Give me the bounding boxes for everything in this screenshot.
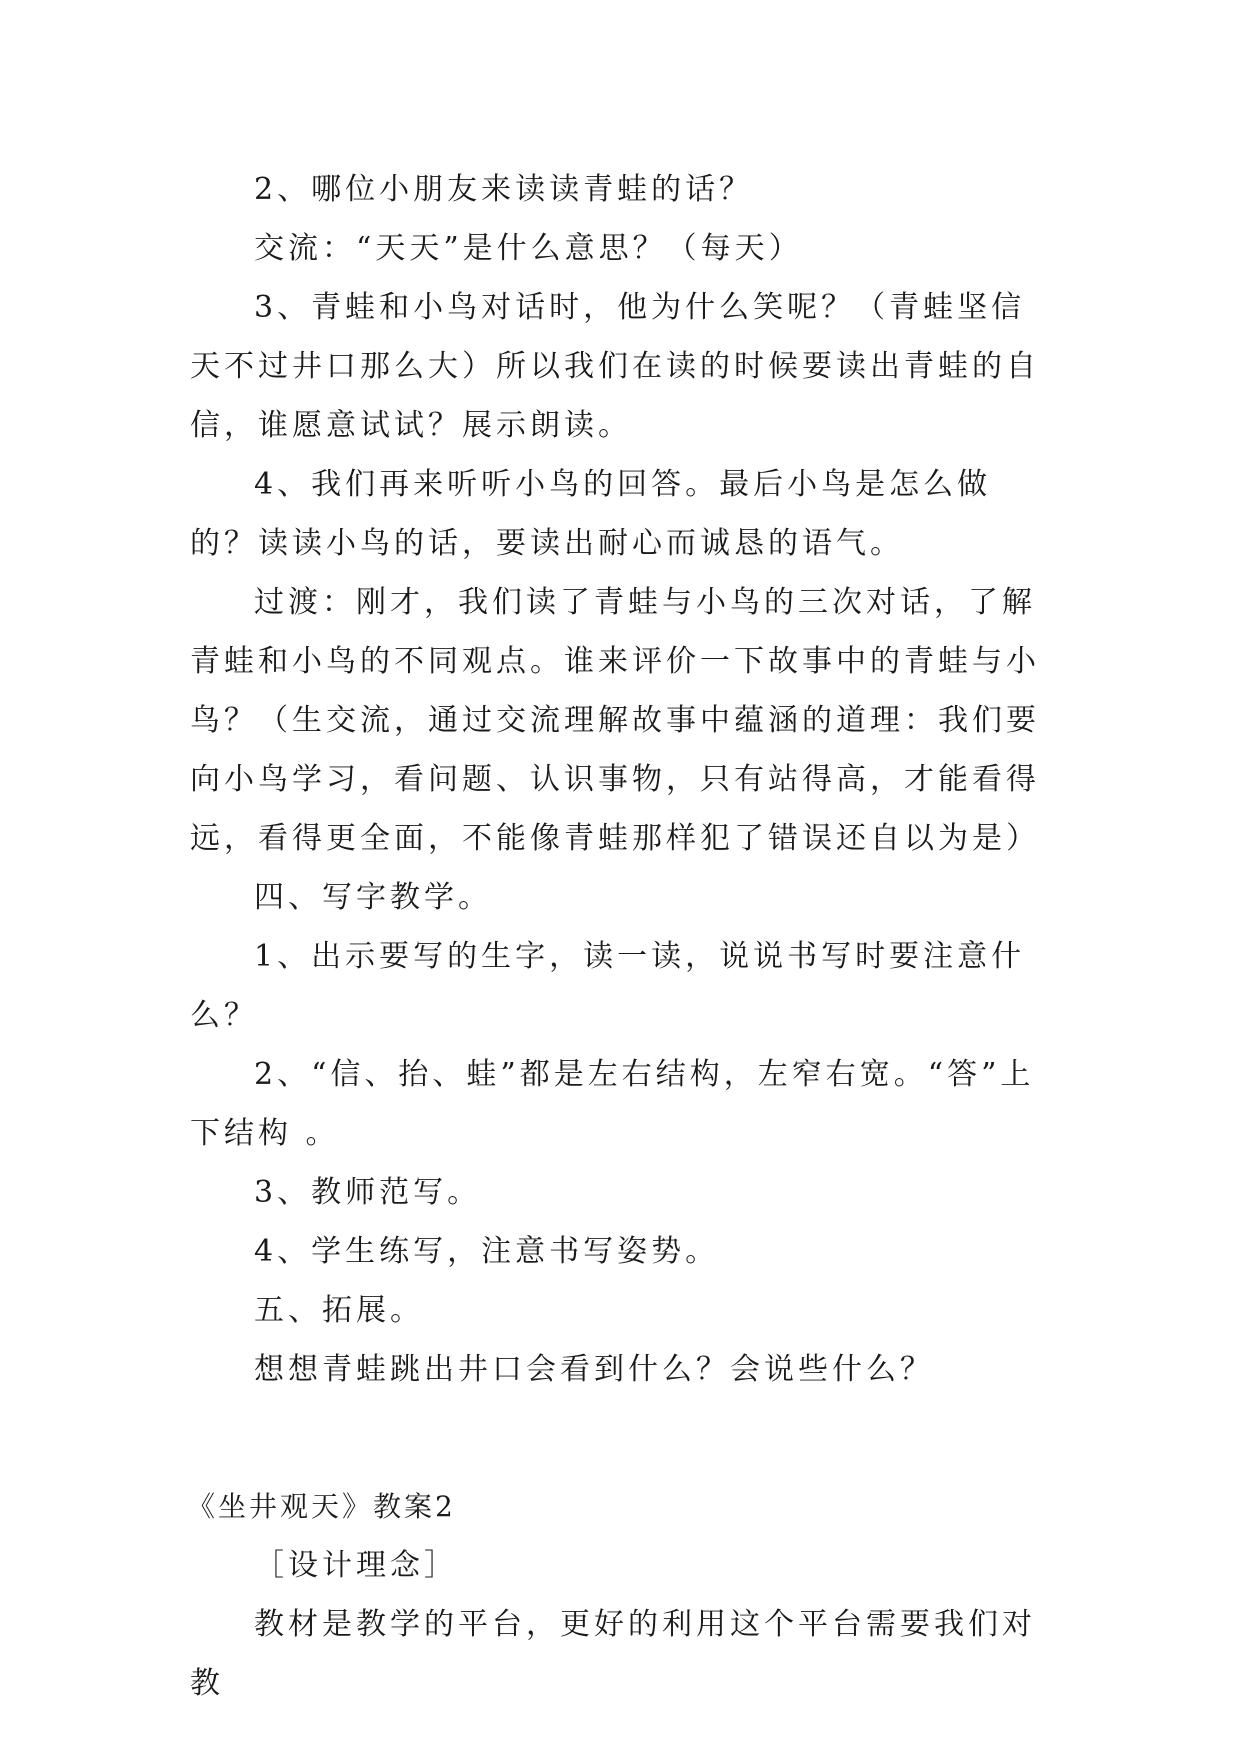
section-heading: 四、写字教学。 xyxy=(254,880,492,915)
paragraph: 3、青蛙和小鸟对话时，他为什么笑呢？（青蛙坚信天不过井口那么大）所以我们在读的时候要读出青蛙的自信，谁愿意试试？展示朗读。 xyxy=(190,290,1040,443)
section-spacer xyxy=(190,1399,1055,1477)
section-heading: 五、拓展。 xyxy=(254,1293,424,1328)
paragraph: 2、哪位小朋友来读读青蛙的话？ xyxy=(254,172,754,207)
paragraph: 1、出示要写的生字，读一读，说说书写时要注意什么？ xyxy=(190,939,1026,1033)
paragraph: 交流：“天天”是什么意思？（每天） xyxy=(254,231,803,266)
paragraph: 过渡：刚才，我们读了青蛙与小鸟的三次对话，了解青蛙和小鸟的不同观点。谁来评价一下故事中的青蛙与小鸟？（生交流，通过交流理解故事中蕴涵的道理：我们要向小鸟学习，看问题、认识事物，只有站得高，才能看得远，看得更全面，不能像青蛙那样犯了错误还自以为是） xyxy=(190,585,1040,856)
paragraph: 4、我们再来听听小鸟的回答。最后小鸟是怎么做的？读读小鸟的话，要读出耐心而诚恳的语气。 xyxy=(190,467,992,561)
paragraph: 想想青蛙跳出井口会看到什么？会说些什么？ xyxy=(254,1352,934,1387)
document-body xyxy=(187,160,1055,1713)
section-heading: ［设计理念］ xyxy=(254,1548,458,1583)
paragraph: 教材是教学的平台，更好的利用这个平台需要我们对教 xyxy=(190,1607,1036,1701)
paragraph: 4、学生练写，注意书写姿势。 xyxy=(254,1234,720,1269)
document-title: 《坐井观天》教案2 xyxy=(187,1490,456,1523)
paragraph: 3、教师范写。 xyxy=(254,1175,482,1210)
paragraph: 2、“信、抬、蛙”都是左右结构，左窄右宽。“答”上下结构 。 xyxy=(190,1057,1035,1151)
